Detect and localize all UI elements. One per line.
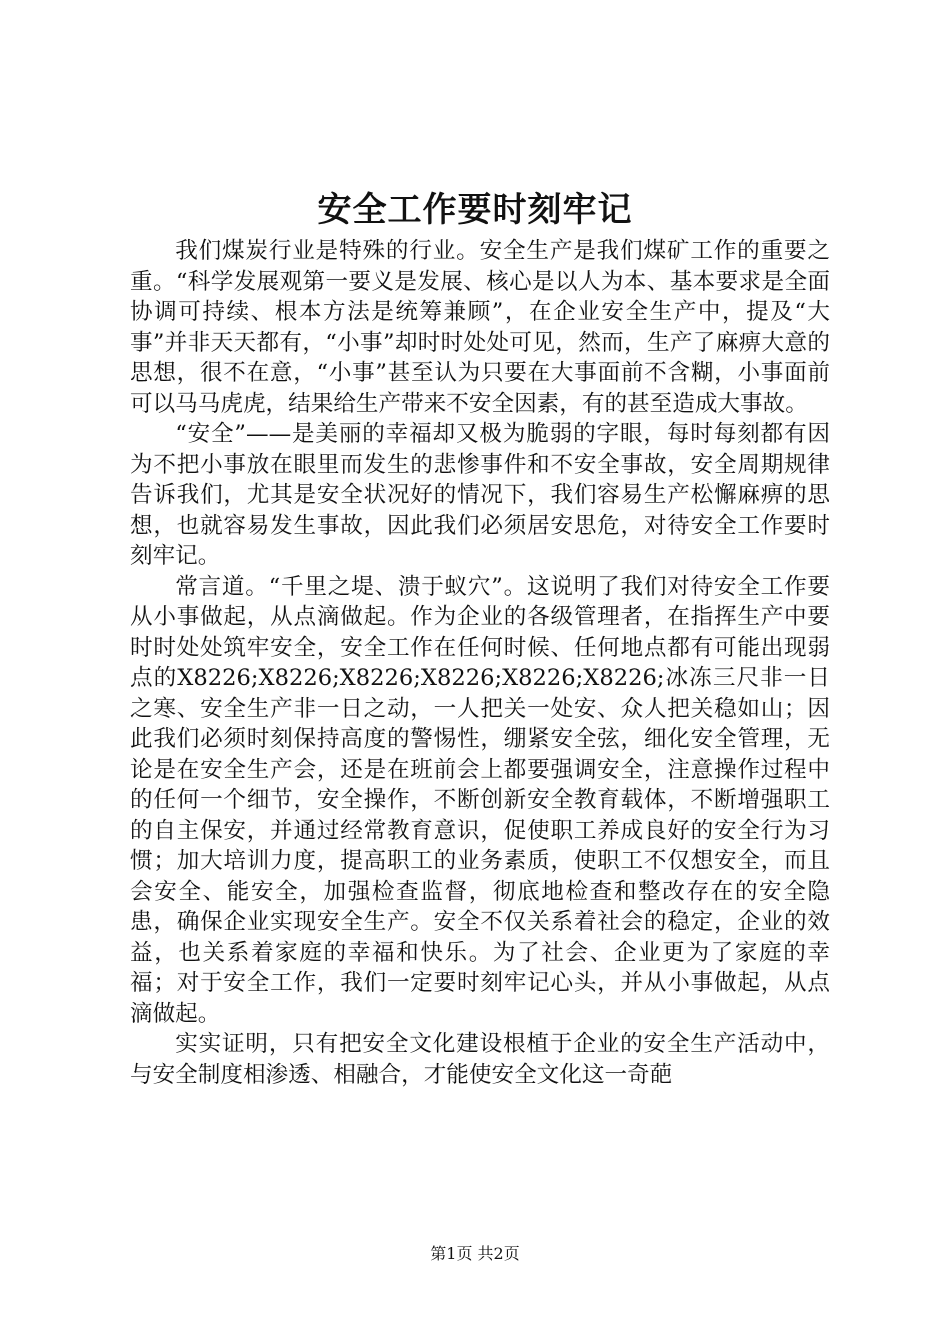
document-title: 安全工作要时刻牢记 <box>317 190 633 230</box>
page-footer: 第1页 共2页 <box>430 1244 520 1263</box>
paragraph-1: 我们煤炭行业是特殊的行业。安全生产是我们煤矿工作的重要之重。“科学发展观第一要义是发展、核心是以人为本、基本要求是全面协调可持续、根本方法是统筹兼顾”，在企业安全生产中，提及“大事”并非天天都有，“小事”却时时处处可见，然而，生产了麻痹大意的思想，很不在意，“小事”甚至认为只要在大事面前不含糊，小事面前可以马马虎虎，结果给生产带来不安全因素，有的甚至造成大事故。 <box>130 238 830 417</box>
document-body <box>130 236 830 1090</box>
paragraph-4: 实实证明，只有把安全文化建设根植于企业的安全生产活动中，与安全制度相渗透、相融合，才能使安全文化这一奇葩 <box>130 1031 830 1088</box>
paragraph-3: 常言道。“千里之堤、溃于蚁穴”。这说明了我们对待安全工作要从小事做起，从点滴做起。作为企业的各级管理者，在指挥生产中要时时处处筑牢安全，安全工作在任何时候、任何地点都有可能出现弱点的X8226;X8226;X8226;X8226;X8226;X8226;冰冻三尺非一日之寒、安全生产非一日之动，一人把关一处安、众人把关稳如山；因此我们必须时刻保持高度的警惕性，绷紧安全弦，细化安全管理，无论是在安全生产会，还是在班前会上都要强调安全，注意操作过程中的任何一个细节，安全操作，不断创新安全教育载体，不断增强职工的自主保安，并通过经常教育意识，促使职工养成良好的安全行为习惯；加大培训力度，提高职工的业务素质，使职工不仅想安全，而且会安全、能安全，加强检查监督，彻底地检查和整改存在的安全隐患，确保企业实现安全生产。安全不仅关系着社会的稳定，企业的效益，也关系着家庭的幸福和快乐。为了社会、企业更为了家庭的幸福；对于安全工作，我们一定要时刻牢记心头，并从小事做起，从点滴做起。 <box>130 573 830 1027</box>
paragraph-2: “安全”——是美丽的幸福却又极为脆弱的字眼，每时每刻都有因为不把小事放在眼里而发生的悲惨事件和不安全事故，安全周期规律告诉我们，尤其是安全状况好的情况下，我们容易生产松懈麻痹的思想，也就容易发生事故，因此我们必须居安思危，对待安全工作要时刻牢记。 <box>130 421 830 569</box>
